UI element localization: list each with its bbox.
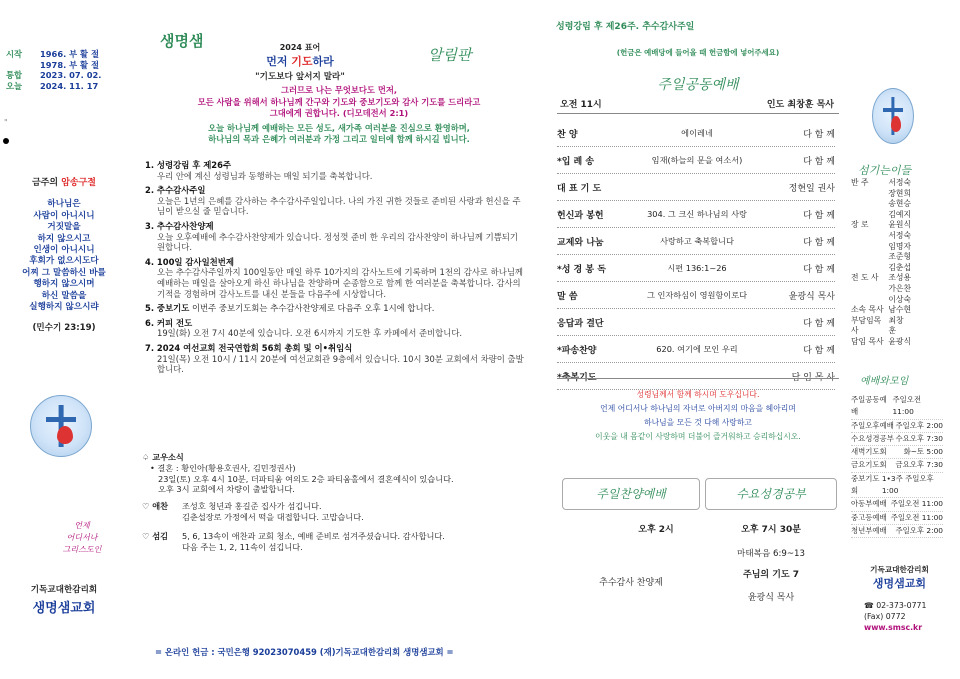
news-body: 이번주 중보기도회는 추수감사찬양제로 다음주 오후 1시에 합니다. bbox=[191, 303, 435, 314]
clean-line: 5, 6, 13속이 애찬과 교회 청소, 예배 준비로 섬겨주셨습니다. 감사합니다. bbox=[182, 530, 445, 541]
service-order bbox=[557, 120, 835, 390]
staff-name: 가은찬 bbox=[888, 283, 911, 293]
staff-name: 남수현 bbox=[888, 305, 911, 315]
motto-b: 기도 bbox=[291, 55, 313, 68]
row-content: 임재(하늘의 문을 여소서) bbox=[651, 154, 743, 165]
sched-time: 주일오전 11:00 bbox=[892, 395, 922, 417]
row-person: 다 함 께 bbox=[803, 345, 835, 356]
church-small-right: 기독교대한감리회 bbox=[870, 565, 929, 574]
sched-time: 주일오전 11:00 bbox=[890, 512, 943, 522]
sched-name: 중고등예배 bbox=[851, 512, 887, 522]
week-title: 성령강림 후 제26주. 추수감사주일 bbox=[556, 22, 695, 32]
row-person: 다 함 께 bbox=[803, 318, 835, 329]
row-item: 성 경 봉 독 bbox=[561, 264, 606, 275]
service-row: *입 례 송 임재(하늘의 문을 여소서) 다 함 께 bbox=[557, 147, 835, 174]
wednesday-study bbox=[705, 478, 837, 618]
row-person: 다 함 께 bbox=[803, 264, 835, 275]
handwritten-motto bbox=[52, 520, 112, 556]
history-value: 2023. 07. 02. bbox=[40, 70, 102, 80]
verse-line: 어찌 그 말씀하신 바를 bbox=[22, 267, 106, 278]
call-line: 그대에게 권합니다. (디모데전서 2:1) bbox=[269, 108, 409, 118]
memory-verse bbox=[6, 178, 122, 335]
staff-role: 소속 목사 bbox=[851, 305, 884, 315]
schedule-title: 예배와모임 bbox=[860, 376, 909, 387]
news-title: 3. 추수감사찬양제 bbox=[145, 220, 214, 231]
website-link[interactable]: www.smsc.kr bbox=[864, 623, 923, 632]
verse-line: 하지 않으시고 bbox=[37, 233, 91, 244]
wedding-line: 오후 3시 교회에서 차량이 출발합니다. bbox=[158, 484, 295, 495]
sched-name: 주일공동예배 bbox=[851, 395, 887, 417]
grief-label: 애찬 bbox=[152, 501, 169, 512]
row-item: 헌신과 봉헌 bbox=[557, 210, 604, 221]
service-row bbox=[557, 120, 835, 147]
news-title: 1. 성령강림 후 제26주 bbox=[145, 160, 232, 170]
motto-call bbox=[140, 85, 538, 146]
staff-title: 섬기는이들 bbox=[858, 164, 912, 177]
staff-name: 김춘섭 bbox=[888, 262, 911, 272]
row-content: 사랑하고 축복합니다 bbox=[660, 235, 734, 246]
row-person: 다 함 께 bbox=[803, 129, 835, 140]
row-person: 다 함 께 bbox=[803, 156, 835, 167]
church-name-big: 생명샘교회 bbox=[32, 601, 96, 616]
history-value: 1978. 부 활 절 bbox=[40, 59, 99, 70]
service-divider bbox=[557, 113, 839, 114]
news-title: 6. 커피 전도 bbox=[145, 317, 193, 328]
news-title: 7. 2024 여선교회 전국연합회 56회 총회 및 이•취임식 bbox=[145, 342, 353, 353]
news-body: 오늘 오후예배에 추수감사찬양제가 있습니다. 정성껏 준비 한 우리의 감사찬양이 하나님께 기쁨되기 원합니다. bbox=[157, 231, 518, 253]
service-title: 주일공동예배 bbox=[657, 77, 739, 93]
verse-line: 실행하지 않으시랴 bbox=[29, 302, 99, 313]
row-person: 담 임 목 사 bbox=[791, 372, 835, 383]
service-time: 오전 11시 bbox=[560, 100, 602, 110]
sched-name: 새벽기도회 bbox=[851, 447, 887, 457]
sched-time: 주일오전 11:00 bbox=[890, 499, 943, 509]
news-body: 21일(목) 오전 10시 / 11시 20분에 여선교회관 9층에서 있습니다. 10시 30분 교회에서 차량이 출발합니다. bbox=[157, 353, 524, 375]
sched-time: 1•3주 주일오후 1:00 bbox=[881, 473, 934, 496]
news-title: 5. 중보기도 bbox=[145, 303, 190, 314]
church-name-right bbox=[852, 564, 947, 591]
history-key: 시작 bbox=[6, 49, 23, 59]
welcome-line: 오늘 하나님께 예배하는 모든 성도, 새가족 여러분을 진심으로 환영하며, bbox=[208, 122, 470, 133]
parish-news bbox=[142, 452, 532, 552]
news-title: 2. 추수감사주일 bbox=[145, 185, 206, 196]
sched-time: 수요오후 7:30 bbox=[895, 433, 943, 443]
news-list bbox=[145, 160, 528, 379]
service-row bbox=[557, 309, 835, 336]
blessing-line: 이웃을 내 몸같이 사랑하며 더불어 즐거워하고 승리하십시오. bbox=[595, 432, 801, 441]
service-divider bbox=[557, 378, 839, 379]
row-item: 교제와 나눔 bbox=[557, 237, 604, 248]
row-content: 에이레네 bbox=[681, 127, 713, 138]
blessing-line: 성령님께서 함께 하시며 도우십니다. bbox=[636, 390, 760, 399]
wed-title: 수요성경공부 bbox=[705, 478, 837, 510]
staff-list bbox=[851, 178, 911, 348]
sched-name: 아동부예배 bbox=[851, 499, 887, 509]
online-offering: = 온라인 헌금 : 국민은행 92023070459 (재)기독교대한감리회 생명샘교회 = bbox=[155, 647, 454, 657]
grief-line: 조성호 청년과 홍길준 집사가 섬깁니다. bbox=[182, 501, 322, 512]
verse-line: 후회가 없으시도다 bbox=[29, 256, 99, 267]
service-leader: 인도 최창훈 목사 bbox=[766, 100, 834, 110]
sched-name: 수요성경공부 bbox=[851, 433, 894, 443]
verse-ref: (민수기 23:19) bbox=[32, 323, 96, 334]
staff-name: 김예지 bbox=[888, 209, 911, 219]
verse-title-b: 암송구절 bbox=[61, 178, 96, 188]
service-row bbox=[557, 282, 835, 309]
hand-line: 언제 bbox=[74, 521, 90, 530]
church-name-small: 기독교대한감리회 bbox=[30, 585, 98, 595]
row-person: 윤광식 목사 bbox=[788, 291, 835, 302]
staff-name: 서정숙 bbox=[888, 178, 911, 187]
service-row bbox=[557, 174, 835, 201]
row-item: 파송찬양 bbox=[561, 345, 597, 356]
grief-line: 김춘섭장로 가정에서 떡을 대접합니다. 고맙습니다. bbox=[182, 511, 364, 522]
church-logo bbox=[30, 395, 92, 457]
staff-name: 서정숙 bbox=[888, 230, 911, 240]
staff-name: 이상숙 bbox=[888, 294, 911, 304]
row-person: 다 함 께 bbox=[803, 237, 835, 248]
hand-line: 어디서나 bbox=[66, 533, 98, 542]
welcome-line: 하나님의 목과 은혜가 여러분과 가정 그리고 일터에 함께 하시길 빕니다. bbox=[208, 134, 470, 144]
staff-name: 조성용 bbox=[888, 273, 911, 283]
history-key: 통합 bbox=[6, 70, 23, 80]
staff-name: 최창훈 bbox=[888, 315, 904, 336]
blessing-line: 언제 어디서나 하나님의 자녀로 아버지의 마음을 헤아리며 bbox=[600, 404, 796, 413]
staff-role: 전 도 사 bbox=[851, 273, 879, 283]
row-person: 다 함 께 bbox=[803, 210, 835, 221]
row-content: 그 인자하심이 영원함이로다 bbox=[646, 289, 748, 300]
offering-note: (헌금은 예배당에 들어올 때 헌금함에 넣어주세요) bbox=[616, 48, 780, 57]
history-value: 1966. 부 활 절 bbox=[40, 49, 99, 59]
news-body: 오늘은 1년의 은혜를 감사하는 추수감사주일입니다. 나의 가진 귀한 것들로 준비된 사랑과 헌신을 주님이 받으실 줄 믿습니다. bbox=[157, 195, 521, 217]
call-line: 그러므로 나는 무엇보다도 먼저, bbox=[280, 85, 397, 95]
verse-line: 하신 말씀을 bbox=[41, 290, 87, 301]
row-item: 대 표 기 도 bbox=[557, 183, 602, 194]
phone: ☎ 02-373-0771 bbox=[864, 601, 927, 610]
heart-icon: ♡ bbox=[142, 530, 153, 541]
verse-title-a: 금주의 bbox=[31, 178, 59, 188]
clean-line: 다음 주는 1, 2, 11속이 섬깁니다. bbox=[182, 541, 303, 552]
wedding-line: 23일(토) 오후 4시 10분, 더파티움 여의도 2층 파티움홀에서 결혼예식이 있습니다. bbox=[158, 473, 454, 484]
motto-sub: "기도보다 앞서지 말라" bbox=[255, 72, 345, 82]
blessing-line: 하나님을 모든 것 다해 사랑하고 bbox=[644, 418, 752, 427]
heart-icon: ♡ bbox=[142, 501, 153, 512]
verse-line: 거짓말을 bbox=[47, 222, 81, 233]
verse-line: 사람이 아니시니 bbox=[33, 210, 95, 221]
staff-role: 부담임목사 bbox=[851, 315, 882, 336]
wed-speaker: 윤광식 목사 bbox=[747, 593, 795, 603]
sched-time: 주일오후 2:00 bbox=[895, 420, 943, 430]
wed-topic: 주님의 기도 7 bbox=[743, 570, 799, 580]
news-title: 4. 100일 감사일천번제 bbox=[145, 256, 234, 267]
row-item: 찬 양 bbox=[557, 129, 578, 140]
church-big-right: 생명샘교회 bbox=[872, 577, 927, 590]
schedule-list bbox=[851, 394, 943, 538]
news-body: 우리 안에 계신 성령님과 동행하는 매일 되기를 축복합니다. bbox=[157, 170, 373, 181]
verse-line: 행하지 않으시며 bbox=[33, 279, 95, 290]
afternoon-service bbox=[562, 478, 700, 618]
history-key bbox=[6, 60, 34, 71]
call-line: 모든 사람을 위해서 하나님께 간구와 기도와 중보기도와 감사 기도를 드리라고 bbox=[197, 96, 481, 107]
staff-name: 윤광식 bbox=[888, 336, 911, 346]
row-content: 620. 여기에 모인 우리 bbox=[656, 343, 738, 354]
motto-a: 먼저 bbox=[266, 55, 292, 68]
wed-text: 마태복음 6:9~13 bbox=[737, 549, 805, 559]
news-body: 19일(화) 오전 7시 40분에 있습니다. 오전 6시까지 기도한 후 카페에서 준비합니다. bbox=[157, 328, 463, 339]
wedding-label: • 결혼 : 황인아(황용호권사, 김민정권사) bbox=[150, 462, 296, 473]
church-name-left bbox=[6, 583, 122, 616]
staff-name: 장현희 bbox=[888, 188, 911, 198]
service-row bbox=[557, 228, 835, 255]
service-row bbox=[557, 201, 835, 228]
service-row: *성 경 봉 독 시편 136:1~26 다 함 께 bbox=[557, 255, 835, 282]
quote-mark: " bbox=[4, 118, 8, 127]
hand-line: 그리스도인 bbox=[62, 545, 102, 554]
row-content: 304. 그 크신 하나님의 사랑 bbox=[647, 208, 747, 219]
row-item: 축복기도 bbox=[561, 372, 597, 383]
notice-title: 알림판 bbox=[428, 46, 472, 64]
news-body: 오는 추수감사주일까지 100일동안 매일 하루 10가지의 감사노트에 기록하며 1천의 감사로 하나님께 예배하는 매일을 살아오게 하신 하나님을 찬양하며 순종함으로 함께 한 여러분을 축복합니다. 감사의 기적을 경험하며 감사노트를 내신 분들을 다음주에 시상합니다. bbox=[157, 267, 524, 299]
staff-name: 임명자 bbox=[888, 241, 911, 251]
staff-name: 조준형 bbox=[888, 252, 911, 262]
history-list bbox=[6, 49, 116, 91]
history-key: 오늘 bbox=[6, 80, 23, 91]
blessing bbox=[557, 388, 839, 444]
staff-name: 송현승 bbox=[888, 199, 911, 209]
spade-icon: ♤ bbox=[142, 452, 153, 462]
sched-name: 중보기도회 bbox=[851, 473, 880, 496]
service-header bbox=[560, 97, 834, 110]
afternoon-title: 주일찬양예배 bbox=[562, 478, 700, 510]
motto-c: 하라 bbox=[312, 55, 334, 68]
staff-role: 장 로 bbox=[851, 220, 869, 230]
bullet-dot bbox=[3, 138, 9, 144]
wed-time: 오후 7시 30분 bbox=[741, 525, 801, 535]
staff-name: 윤원식 bbox=[888, 220, 911, 230]
row-person: 정현일 권사 bbox=[788, 183, 835, 194]
sched-time: 주일오후 2:00 bbox=[895, 525, 943, 535]
staff-role: 반 주 bbox=[851, 178, 869, 187]
afternoon-time: 오후 2시 bbox=[638, 525, 674, 535]
church-logo-right bbox=[872, 88, 914, 144]
fax: (Fax) 0772 bbox=[864, 612, 906, 621]
row-item: 말 씀 bbox=[557, 291, 578, 302]
sched-time: 화~토 5:00 bbox=[903, 447, 943, 457]
verse-line: 하나님은 bbox=[47, 199, 81, 210]
year-label: 2024 표어 bbox=[279, 43, 321, 52]
row-item: 입 례 송 bbox=[561, 156, 595, 167]
logo-text: 생명샘 bbox=[160, 32, 204, 50]
verse-line: 인생이 아니시니 bbox=[33, 245, 95, 256]
afternoon-name: 추수감사 찬양제 bbox=[599, 578, 663, 588]
sched-name: 금요기도회 bbox=[851, 460, 887, 470]
year-motto bbox=[180, 42, 420, 82]
service-row: *축복기도 담 임 목 사 bbox=[557, 363, 835, 390]
service-row: *파송찬양 620. 여기에 모인 우리 다 함 께 bbox=[557, 336, 835, 363]
row-content: 시편 136:1~26 bbox=[667, 262, 727, 273]
clean-label: 섬김 bbox=[152, 530, 169, 541]
row-item: 응답과 결단 bbox=[557, 318, 604, 329]
history-value: 2024. 11. 17 bbox=[40, 80, 99, 91]
sched-name: 주일오후예배 bbox=[851, 420, 894, 430]
sched-name: 청년부예배 bbox=[851, 525, 887, 535]
contact-info bbox=[864, 600, 926, 633]
sched-time: 금요오후 7:30 bbox=[895, 460, 943, 470]
staff-role: 담임 목사 bbox=[851, 336, 884, 346]
parish-title: 교우소식 bbox=[152, 452, 184, 462]
